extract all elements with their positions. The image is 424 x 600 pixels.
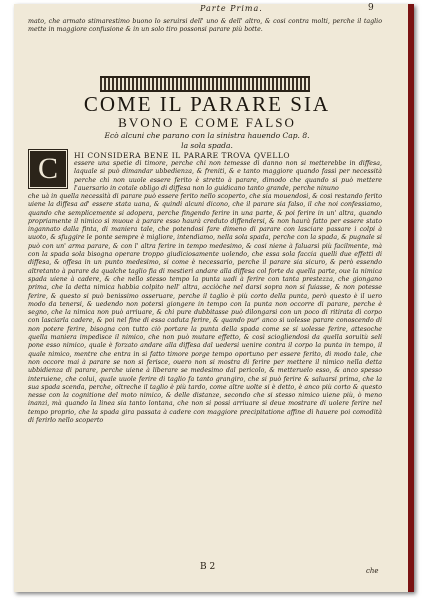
chapter-subtitle-line2: la sola spada.	[181, 141, 233, 150]
chapter-title-line1: COME IL PARARE SIA	[83, 92, 331, 116]
running-header: Parte Prima.	[200, 4, 263, 13]
drop-cap-paragraph: essere una spetie di timore, perche chi non temesse di danno non si metterebbe in diffesa, laquale si può dimandar ubbedienza, & freniti, & e tanto maggiore quando fassi per necessità perche chi non uuole essere ferito è stretto à parare, dimodo che quando si può mettere l'auersario in cotale obligo di diffesa non lo guidicano tanto grande, perche ninuno	[74, 160, 382, 192]
page-number: 9	[368, 3, 374, 13]
main-paragraph: che uà in quella necessità di parare può essere ferito nello scoperto, che sia mouendosi, & cosi restando ferito uiene la diffesa ad' essere stata uana, & quindi alcuni dicono, che il parare sia falso, il che noi confessiamo, quando che semplicemente si adopera, perche fingendo ferire in una parte, & poi ferire in un' altra, quando propriamente il nimico si muoue à parare esso haurà creduto diffendersi, & non haurà fatto per essere stato ingannato dalla finta, di maniera tale, che potendosi fare dimeno di parare con lasciare passare i colpi à uuoto, & sfuggire le ponte sempre è migliore, intendiamo, nella sola spada, perche con la spada, & pugnale si può con un' arma parare, & con l' altra ferire in tempo medesimo, & cosi niene à faluarsi più facilmente, mà con la spada sola bisogna operare troppo giudiciosamente uolendo, che essa sola faccia quelli due effetti di diffesa, & offesa in un punto medesimo, si come è necessario, perche il parare sia sicuro, & però essendo altretanto à parare da qualche taglio fia di mestieri andare alla diffesa col forte da quella parte, oue la nimica spada uiene à cadere, & che nello stesso tempo la punta uadi à ferire con tanta prestezza, che giongano prima, che la detta nimica habbia colpito nell' altra, acciòche nel darsi sopra non si fuiasse, & non potesse ferire, & questo si può benissimo osseruare, perche il taglio è più corto della punta, però questo è il uero modo da tenersi, & uedendo non potersi giongere in tempo con la punta non occorre di parare, perche è segno, che la nimica non può arriuare, & chi pure dubbitasse può dilongarsi con un poco di ritirata di corpo con lasciarla cadere, & poi nel fine di essa caduta ferire, & quando pur' anco si uolesse parare conoscendo di non potere ferire, bisogna con tutto ciò portare la punta della spada come se si uolesse ferire, attesoche quella maniera impedisce il nimico, che non può mutare effetto, & così sciogliendosi da quella soruitù seli pone esso nimico, quale è forzato andare alla diffesa dal uedersi uenire contra il corpo la punta in tempo, il quale nimico, mentre che entra in si fatto timore porge tempo oportuno per essere ferito, di modo tale, che non occore mai à parare se non si ferisce, ouero non si mostra di ferire per mettere il nimico nella detta ubbidienza di parare, perche uiene à liberare se medesimo dal pericolo, & metteruelo esso, & anco spesso interuiene, che colui, quale uuole ferire di taglio fa tanto grangiro, che si può ferire & saluarsi prima, che la sua spada scenda, perche, oltreche il taglio è più tardo, come altre uolte si è detto, è anco più corto & questo nesse con la cognitione del moto nimico, & delle distanze, secondo che si stesso nimico uiene più, ò meno inanzi, mà quando la linea sia tanto lontana, che non si possi arriuare si deue mostrare di uolere ferire nel tempo proprio, che la spada gira passata à cadere con maggiore precipitatione affine di hauere poi comodità di ferirlo nello scoperto	[28, 193, 382, 425]
top-paragraph: mato, che armato stimarestimo buono lo seruirsi dell' uno & dell' altro, & cosi contra molti, perche il taglio mette in maggiore confusione & in un solo tiro possonsi parare più botte.	[28, 18, 382, 34]
catchword: che	[366, 567, 379, 575]
chapter-subtitle-line1: Ecò alcuni che parano con la sinistra hauendo Cap. 8.	[104, 131, 310, 140]
signature-mark: B 2	[200, 562, 216, 572]
decorative-ornament-band	[100, 76, 310, 92]
chapter-title-line2: BVONO E COME FALSO	[118, 115, 296, 130]
lead-words: HI CONSIDERA BENE IL PARARE TROVA QVELLO	[74, 151, 290, 160]
drop-cap: C	[30, 151, 66, 187]
